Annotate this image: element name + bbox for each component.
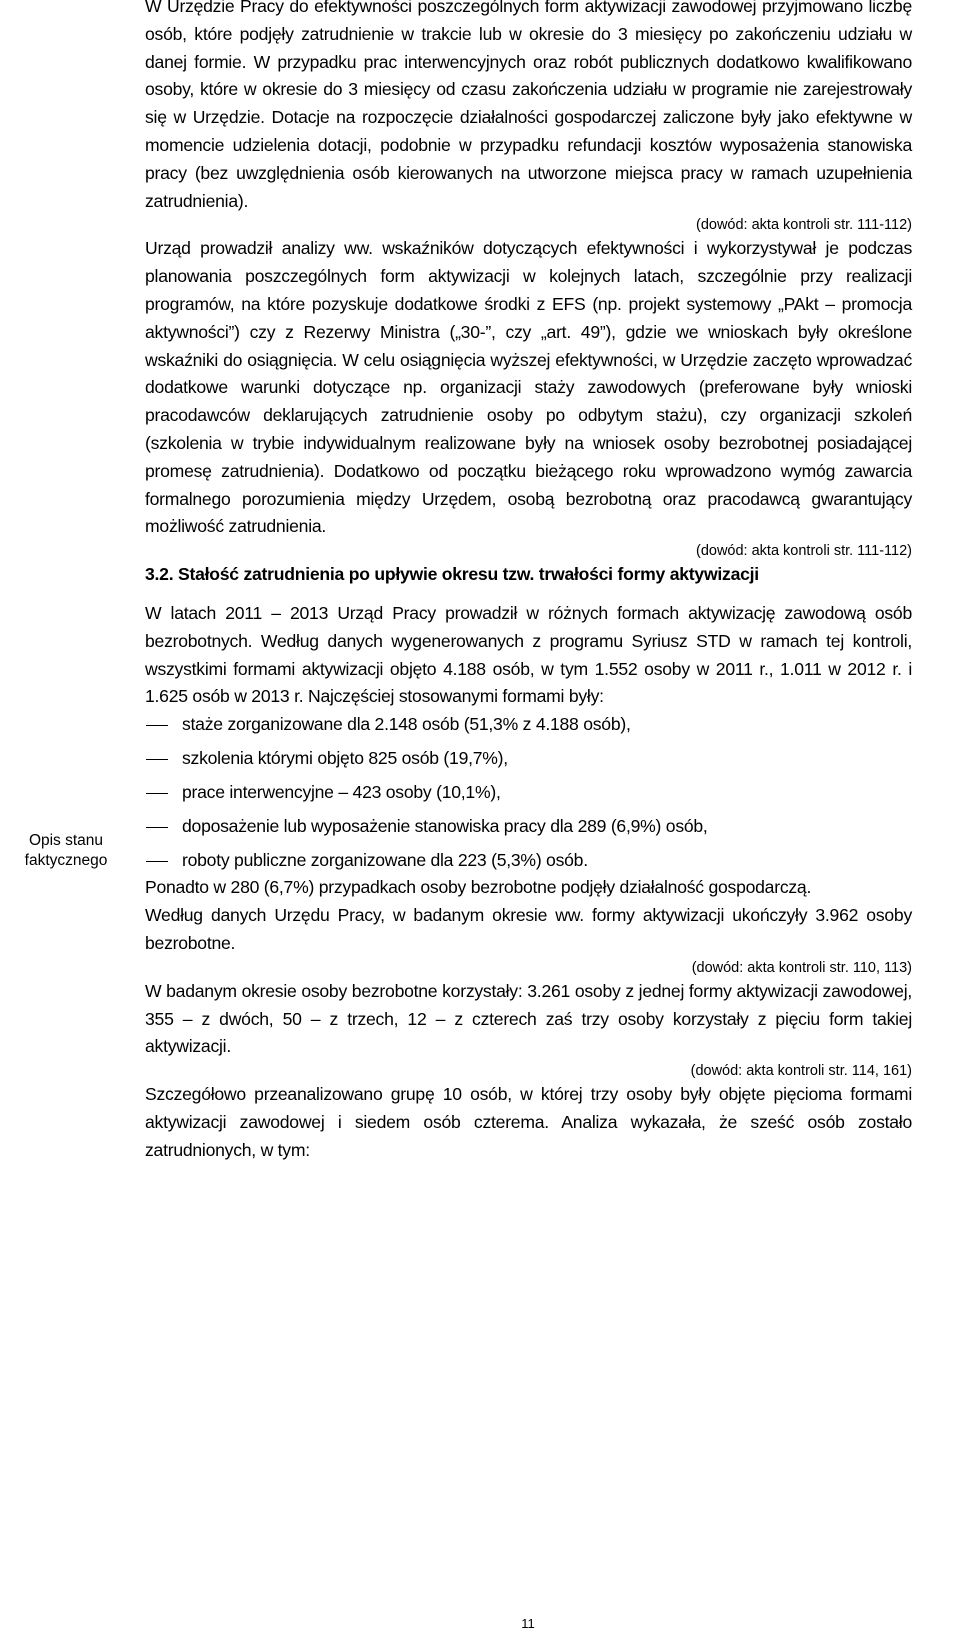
section-heading: 3.2. Stałość zatrudnienia po upływie okresu tzw. trwałości formy aktywizacji bbox=[145, 564, 759, 585]
list-item: prace interwencyjne – 423 osoby (10,1%), bbox=[145, 779, 912, 807]
list-item: doposażenie lub wyposażenie stanowiska pracy dla 289 (6,9%) osób, bbox=[145, 813, 912, 841]
evidence-reference: (dowód: akta kontroli str. 114, 161) bbox=[690, 1063, 912, 1080]
margin-label bbox=[12, 831, 120, 871]
margin-label-line-2: faktycznego bbox=[24, 852, 108, 869]
evidence-reference: (dowód: akta kontroli str. 110, 113) bbox=[691, 959, 912, 976]
list-item: roboty publiczne zorganizowane dla 223 (5,3%) osób. bbox=[145, 847, 912, 875]
paragraph-efficiency-criteria: W Urzędzie Pracy do efektywności poszczególnych form aktywizacji zawodowej przyjmowano liczbę osób, które podjęły zatrudnienie w trakcie lub w okresie do 3 miesięcy po zakończeniu udziału w danej formie. W przypadku prac interwencyjnych oraz robót publicznych dodatkowo kwalifikowano osoby, które w okresie do 3 miesięcy od czasu zakończenia udziału w programie nie zarejestrowały się w Urzędzie. Dotacje na rozpoczęcie działalności gospodarczej zaliczone były jako efektywne w momencie udzielenia dotacji, podobnie w przypadku refundacji kosztów wyposażenia stanowiska pracy (bez uwzględnienia osób kierowanych na utworzone miejsca pracy w ramach uzupełnienia zatrudnienia). bbox=[145, 0, 912, 211]
list-item: szkolenia którymi objęto 825 osób (19,7%), bbox=[145, 745, 912, 773]
margin-label-line-1: Opis stanu bbox=[28, 832, 104, 849]
paragraph-completed-forms: Według danych Urzędu Pracy, w badanym okresie ww. formy aktywizacji ukończyły 3.962 osoby bezrobotne. bbox=[145, 905, 912, 954]
paragraph-business-activity: Ponadto w 280 (6,7%) przypadkach osoby bezrobotne podjęły działalność gospodarczą. bbox=[145, 877, 812, 898]
paragraph-detailed-analysis: Szczegółowo przeanalizowano grupę 10 osób, w której trzy osoby były objęte pięcioma formami aktywizacji zawodowej i siedem osób czterema. Analiza wykazała, że sześć osób zostało zatrudnionych, w tym: bbox=[145, 1084, 912, 1160]
paragraph-forms-per-person: W badanym okresie osoby bezrobotne korzystały: 3.261 osoby z jednej formy aktywizacji zawodowej, 355 – z dwóch, 50 – z trzech, 12 – z czterech zaś trzy osoby korzystały z pięciu form takiej aktywizacji. bbox=[145, 980, 912, 1057]
evidence-reference: (dowód: akta kontroli str. 111-112) bbox=[696, 217, 912, 234]
activation-forms-list bbox=[145, 711, 912, 874]
paragraph-efficiency-analysis: Urząd prowadził analizy ww. wskaźników dotyczących efektywności i wykorzystywał je podczas planowania poszczególnych form aktywizacji w kolejnych latach, szczególnie przy realizacji programów, na które pozyskuje dodatkowe środki z EFS (np. projekt systemowy „PAkt – promocja aktywności”) czy z Rezerwy Ministra („30-”, czy „art. 49”), gdzie we wnioskach były określone wskaźniki do osiągnięcia. W celu osiągnięcia wyższej efektywności, w Urzędzie zaczęto wprowadzać dodatkowe warunki dotyczące np. organizacji staży zawodowych (preferowane były wnioski pracodawców deklarujących zatrudnienie osoby po odbytym stażu), czy organizacji szkoleń (szkolenia w trybie indywidualnym realizowane były na wniosek osoby bezrobotnej posiadającej promesę zatrudnienia). Dodatkowo od początku bieżącego roku wprowadzono wymóg zawarcia formalnego porozumienia między Urzędem, osobą bezrobotną oraz pracodawcą gwarantujący możliwość zatrudnienia. bbox=[145, 238, 912, 537]
page-number: 11 bbox=[521, 1616, 535, 1631]
evidence-reference: (dowód: akta kontroli str. 111-112) bbox=[696, 543, 912, 560]
main-text-column bbox=[145, 0, 912, 1165]
list-item: staże zorganizowane dla 2.148 osób (51,3% z 4.188 osób), bbox=[145, 711, 912, 739]
paragraph-activation-forms: W latach 2011 – 2013 Urząd Pracy prowadził w różnych formach aktywizację zawodową osób bezrobotnych. Według danych wygenerowanych z programu Syriusz STD w ramach tej kontroli, wszystkimi formami aktywizacji objęto 4.188 osób, w tym 1.552 osoby w 2011 r., 1.011 w 2012 r. i 1.625 osób w 2013 r. Najczęściej stosowanymi formami były: bbox=[145, 602, 912, 707]
